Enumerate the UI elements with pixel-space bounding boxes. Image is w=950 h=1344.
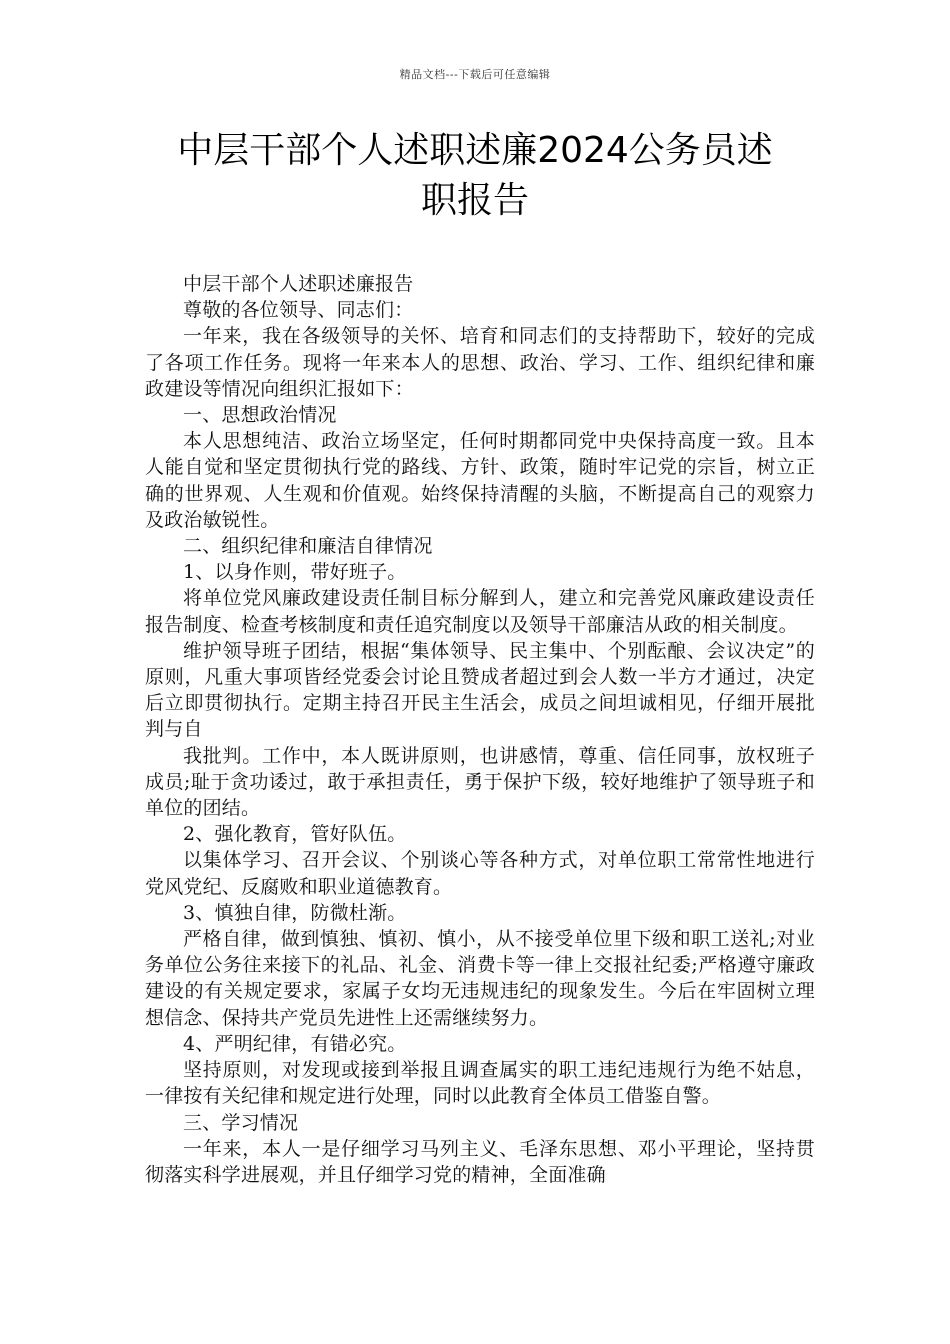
document-body: [145, 271, 815, 1188]
title-line-1: 中层干部个人述职述廉2024公务员述: [177, 130, 773, 171]
subheading: 2、强化教育，管好队伍。: [183, 823, 407, 846]
subheading: 1、以身作则，带好班子。: [183, 561, 407, 584]
paragraph-report-title: 中层干部个人述职述廉报告: [183, 273, 414, 295]
paragraph: 本人思想纯洁、政治立场坚定，任何时期都同党中央保持高度一致。且本人能自觉和坚定贯彻执行党的路线、方针、政策，随时牢记党的宗旨，树立正确的世界观、人生观和价值观。始终保持清醒的头脑，不断提高自己的观察力及政治敏锐性。: [145, 430, 815, 531]
paragraph: 维护领导班子团结，根据“集体领导、民主集中、个别酝酿、会议决定”的原则，凡重大事项皆经党委会讨论且赞成者超过到会人数一半方才通过，决定后立即贯彻执行。定期主持召开民主生活会，成员之间坦诚相见，仔细开展批判与自: [145, 639, 815, 741]
section-heading-1: 一、思想政治情况: [183, 404, 337, 427]
subheading: 3、慎独自律，防微杜渐。: [183, 901, 407, 924]
title-line-2: 职报告: [420, 180, 529, 221]
subheading: 4、严明纪律，有错必究。: [183, 1032, 407, 1055]
paragraph-intro: 一年来，我在各级领导的关怀、培育和同志们的支持帮助下，较好的完成了各项工作任务。现将一年来本人的思想、政治、学习、工作、组织纪律和廉政建设等情况向组织汇报如下：: [145, 325, 815, 400]
paragraph: 以集体学习、召开会议、个别谈心等各种方式，对单位职工常常性地进行党风党纪、反腐败和职业道德教育。: [145, 849, 815, 898]
paragraph: 一年来，本人一是仔细学习马列主义、毛泽东思想、邓小平理论，坚持贯彻落实科学进展观，并且仔细学习党的精神，全面准确: [145, 1137, 815, 1186]
paragraph: 我批判。工作中，本人既讲原则，也讲感情，尊重、信任同事，放权班子成员;耻于贪功诿过，敢于承担责任，勇于保护下级，较好地维护了领导班子和单位的团结。: [145, 744, 815, 820]
section-heading-2: 二、组织纪律和廉洁自律情况: [183, 535, 433, 558]
section-heading-3: 三、学习情况: [183, 1111, 299, 1134]
paragraph: 严格自律，做到慎独、慎初、慎小，从不接受单位里下级和职工送礼;对业务单位公务往来接下的礼品、礼金、消费卡等一律上交报社纪委;严格遵守廉政建设的有关规定要求，家属子女均无违规违纪的现象发生。今后在牢固树立理想信念、保持共产党员先进性上还需继续努力。: [145, 928, 815, 1029]
header-note: 精品文档---下载后可任意编辑: [399, 68, 551, 81]
paragraph-salutation: 尊敬的各位领导、同志们：: [183, 299, 414, 322]
paragraph: 将单位党风廉政建设责任制目标分解到人，建立和完善党风廉政建设责任报告制度、检查考核制度和责任追究制度以及领导干部廉洁从政的相关制度。: [145, 587, 815, 636]
document-title: [95, 126, 855, 226]
paragraph: 坚持原则，对发现或接到举报且调查属实的职工违纪违规行为绝不姑息，一律按有关纪律和规定进行处理，同时以此教育全体员工借鉴自警。: [145, 1059, 815, 1108]
